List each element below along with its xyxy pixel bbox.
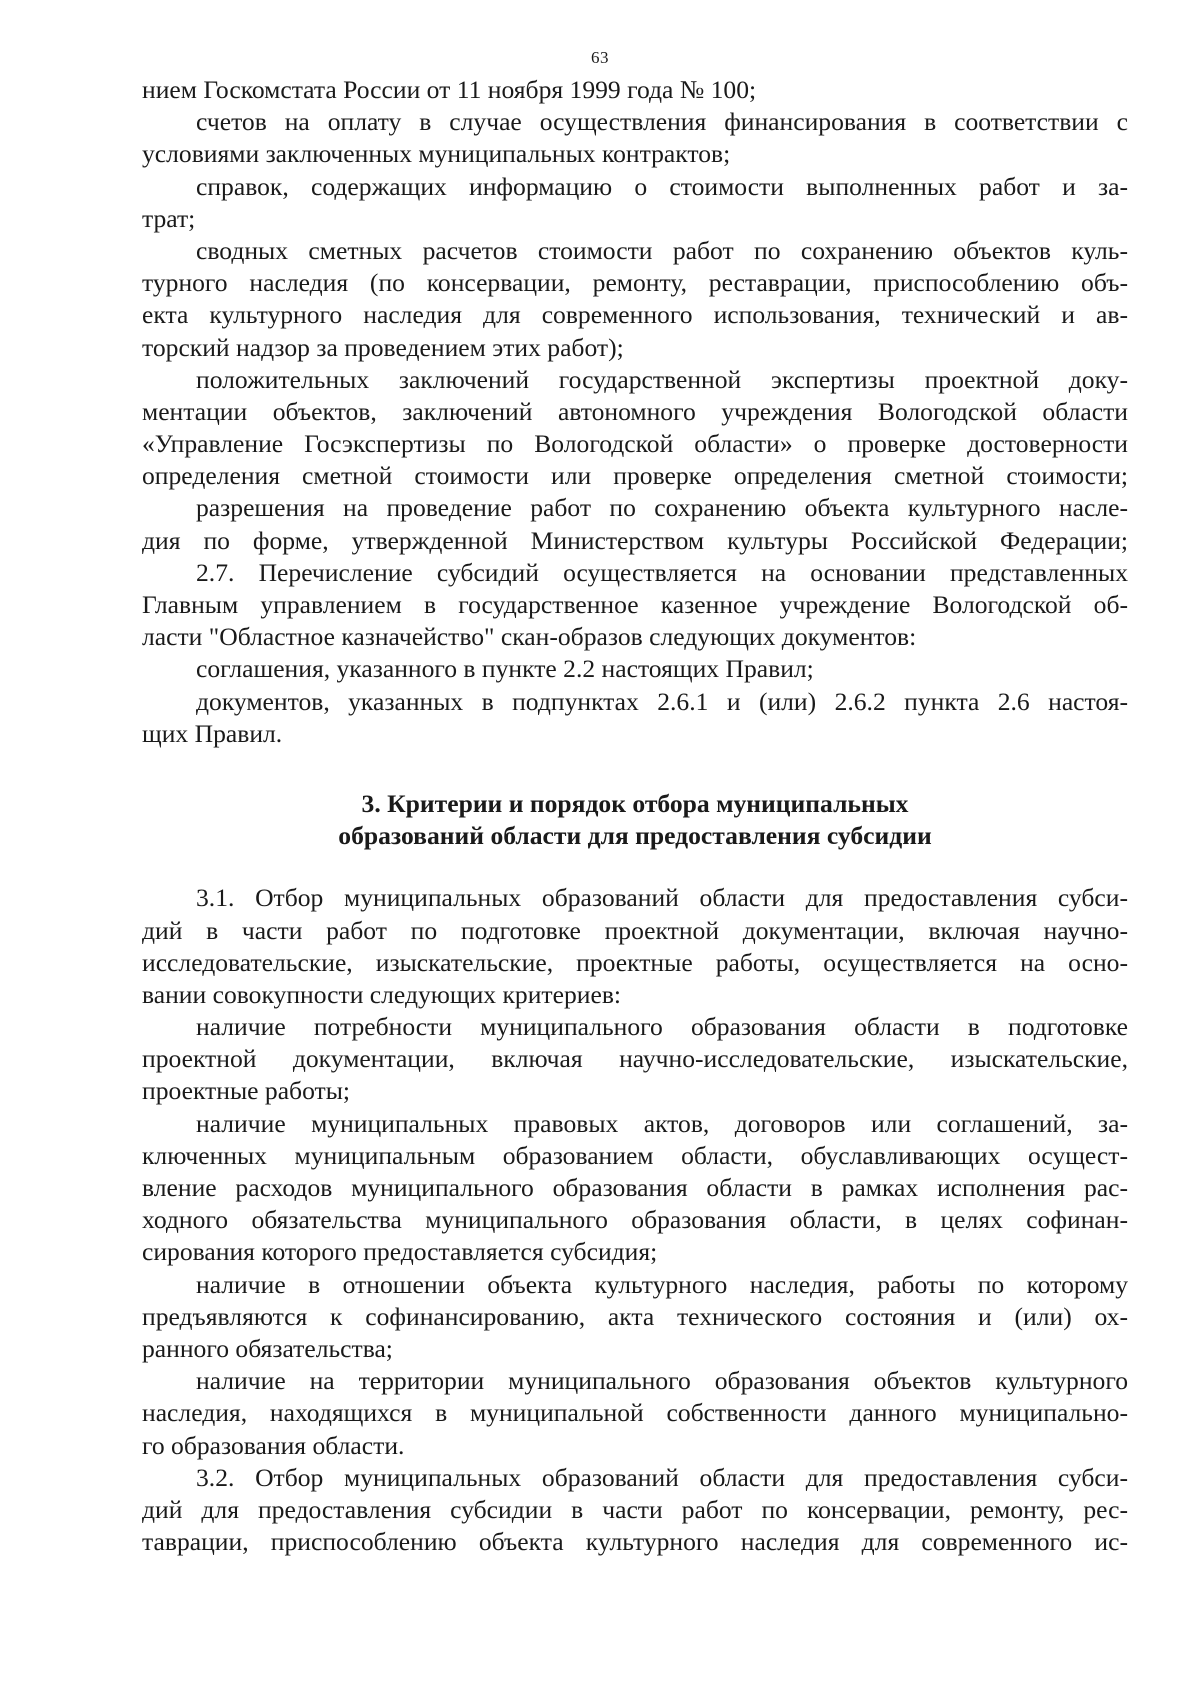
text-line: трат;	[142, 203, 196, 233]
text-line: ласти "Областное казначейство" скан-образов следующих документов:	[142, 622, 917, 652]
text-line: ходного обязательства муниципального образования области, в целях софинан-	[142, 1205, 1128, 1235]
text-line: вании совокупности следующих критериев:	[142, 979, 622, 1009]
text-line: вление расходов муниципального образования области в рамках исполнения рас-	[142, 1173, 1128, 1203]
body-text-section-3	[142, 882, 1128, 1558]
text-line: Главным управлением в государственное казенное учреждение Вологодской об-	[142, 590, 1128, 619]
text-line: ключенных муниципальным образованием области, обуславливающих осущест-	[142, 1140, 1128, 1170]
text-line: положительных заключений государственной экспертизы проектной доку-	[196, 364, 1128, 394]
text-line: наследия, находящихся в муниципальной собственности данного муниципально-	[142, 1398, 1128, 1428]
text-line: соглашения, указанного в пункте 2.2 настоящих Правил;	[196, 654, 814, 684]
text-line: разрешения на проведение работ по сохранению объекта культурного насле-	[196, 493, 1128, 523]
text-line: предъявляются к софинансированию, акта технического состояния и (или) ох-	[142, 1301, 1128, 1331]
text-line: торский надзор за проведением этих работ);	[142, 332, 624, 362]
text-line: 2.7. Перечисление субсидий осуществляется на основании представленных	[196, 557, 1128, 587]
body-text-part-2	[142, 74, 1128, 750]
text-line: 3.1. Отбор муниципальных образований области для предоставления субси-	[196, 883, 1128, 913]
text-line: турного наследия (по консервации, ремонту, реставрации, приспособлению объ-	[142, 268, 1128, 298]
text-line: определения сметной стоимости или проверке определения сметной стоимости;	[142, 461, 1128, 491]
text-line: проектной документации, включая научно-исследовательские, изыскательские,	[142, 1044, 1128, 1074]
text-line: го образования области.	[142, 1430, 405, 1460]
text-line: «Управление Госэкспертизы по Вологодской области» о проверке достоверности	[142, 429, 1128, 459]
text-line: наличие потребности муниципального образования области в подготовке	[196, 1012, 1128, 1042]
text-line: дий в части работ по подготовке проектной документации, включая научно-	[142, 915, 1128, 945]
text-line: условиями заключенных муниципальных контрактов;	[142, 139, 731, 169]
text-line: дий для предоставления субсидии в части работ по консервации, ремонту, рес-	[142, 1494, 1128, 1524]
text-line: ментации объектов, заключений автономного учреждения Вологодской области	[142, 396, 1128, 426]
section-gap-before	[142, 750, 1128, 788]
text-line: нием Госкомстата России от 11 ноября 1999 года № 100;	[142, 75, 757, 104]
section-gap-after	[142, 852, 1128, 882]
text-line: сводных сметных расчетов стоимости работ по сохранению объектов куль-	[196, 235, 1128, 265]
text-line: сирования которого предоставляется субсидия;	[142, 1237, 658, 1267]
text-line: наличие муниципальных правовых актов, договоров или соглашений, за-	[196, 1108, 1128, 1138]
text-line: таврации, приспособлению объекта культурного наследия для современного ис-	[142, 1527, 1128, 1557]
text-line: наличие в отношении объекта культурного наследия, работы по которому	[196, 1269, 1128, 1299]
text-line: проектные работы;	[142, 1076, 351, 1106]
section-heading-line-2: образований области для предоставления субсидии	[338, 821, 932, 851]
text-line: щих Правил.	[142, 718, 283, 748]
text-line: дия по форме, утвержденной Министерством культуры Российской Федерации;	[142, 525, 1128, 555]
section-heading-line-1: 3. Критерии и порядок отбора муниципальных	[361, 788, 909, 818]
text-line: счетов на оплату в случае осуществления финансирования в соответствии с	[196, 107, 1128, 137]
text-line: екта культурного наследия для современного использования, технический и ав-	[142, 300, 1128, 330]
document-body	[142, 74, 1128, 1558]
text-line: исследовательские, изыскательские, проектные работы, осуществляется на осно-	[142, 947, 1128, 977]
text-line: справок, содержащих информацию о стоимости выполненных работ и за-	[196, 171, 1128, 201]
text-line: 3.2. Отбор муниципальных образований области для предоставления субси-	[196, 1462, 1128, 1492]
text-line: ранного обязательства;	[142, 1333, 393, 1363]
page-number: 63	[591, 48, 609, 67]
text-line: наличие на территории муниципального образования объектов культурного	[196, 1366, 1128, 1396]
text-line: документов, указанных в подпунктах 2.6.1 и (или) 2.6.2 пункта 2.6 настоя-	[196, 686, 1128, 716]
